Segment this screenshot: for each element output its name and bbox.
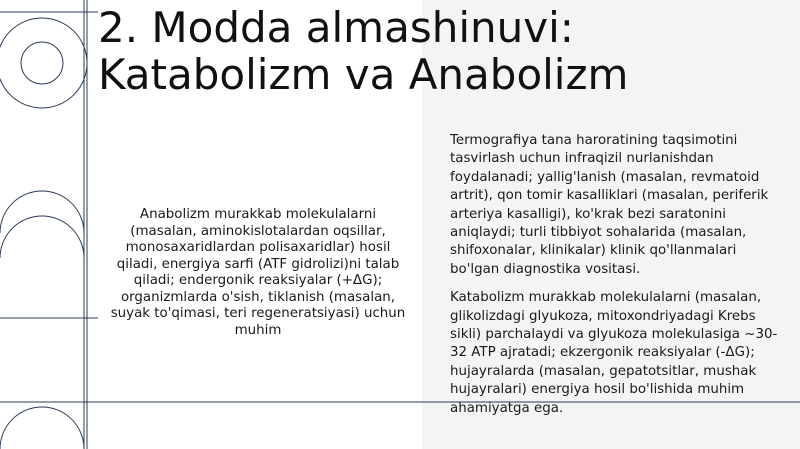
catabolism-paragraph: Katabolizm murakkab molekulalarni (masalan, glikolizdagi glyukoza, mitoxondriyadagi Krebs sikli) parchalaydi va glyukoza molekulasiga ~30-32 ATP ajratadi; ekzergonik reaksiyalar (-ΔG); hujayralarda (masalan, gepatotsitlar, mushak hujayralari) energiya hosil bo'lishida muhim ahamiyatga ega. xyxy=(450,290,778,416)
page-title xyxy=(98,4,658,98)
arch-bottom xyxy=(0,407,84,449)
title-line-2: Katabolizm va Anabolizm xyxy=(98,50,629,99)
arch-inner xyxy=(0,216,84,258)
right-column xyxy=(450,132,788,428)
title-line-1: 2. Modda almashinuvi: xyxy=(98,3,574,52)
thermography-paragraph: Termografiya tana haroratining taqsimotini tasvirlash uchun infraqizil nurlanishdan foydalanadi; yallig'lanish (masalan, revmatoid artrit), qon tomir kasalliklari (masalan, periferik arteriya kasalligi), ko'krak bezi saratonini aniqlaydi; turli tibbiyot sohalarida (masalan, shifoxonalar, klinikalar) klinik qo'llanmalari bo'lgan diagnostika vositasi. xyxy=(450,133,769,277)
anabolism-text: Anabolizm murakkab molekulalarni (masalan, aminokislotalardan oqsillar, monosaxaridlardan polisaxaridlar) hosil qiladi, energiya sarfi (ATF gidrolizi)ni talab qiladi; endergonik reaksiyalar (+ΔG); organizmlarda o'sish, tiklanish (masalan, suyak to'qimasi, teri regeneratsiyasi) uchun muhim xyxy=(110,207,406,338)
small-circle-top xyxy=(21,42,63,84)
arch-mid xyxy=(0,191,84,318)
large-circle-top xyxy=(0,18,87,108)
